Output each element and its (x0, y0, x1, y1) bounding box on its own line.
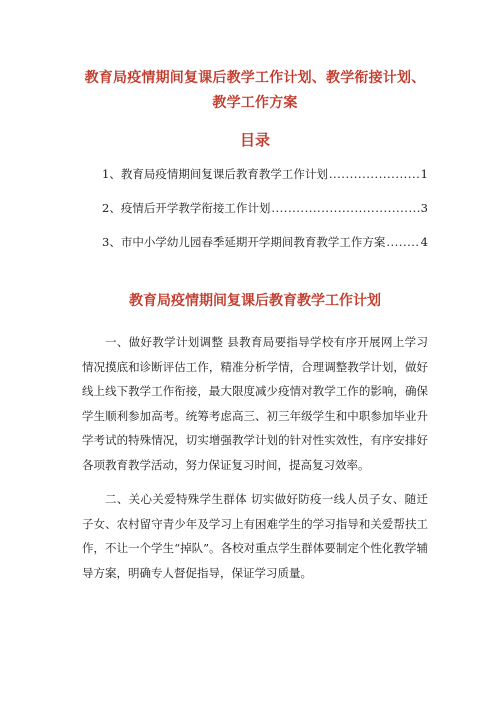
toc-item-page: 3 (420, 201, 428, 215)
body-paragraph-1: 一、做好教学计划调整 县教育局要指导学校有序开展网上学习情况摸底和诊断评估工作，精准分析学情，合理调整教学计划，做好线上线下教学工作衔接，最大限度减少疫情对教学工作的影响，确保学生顺利参加高考。统筹考虑高三、初三年级学生和中职参加毕业升学考试的特殊情况，切实增强教学计划的针对性实效性，有序安排好各项教育教学活动，努力保证复习时间，提高复习效率。 (82, 335, 428, 472)
toc-leader-dots (329, 166, 420, 182)
toc-item-text: 2、疫情后开学教学衔接工作计划 (102, 201, 271, 215)
toc-item-2[interactable] (102, 200, 428, 216)
toc-leader-dots (271, 200, 419, 216)
table-of-contents (82, 166, 428, 250)
section-title: 教育局疫情期间复课后教育教学工作计划 (129, 293, 381, 309)
toc-item-page: 1 (420, 167, 428, 181)
toc-item-1[interactable] (102, 166, 428, 182)
toc-item-text: 1、教育局疫情期间复课后教育教学工作计划 (102, 167, 328, 181)
toc-leader-dots (386, 234, 419, 250)
body-paragraph-2: 二、关心关爱特殊学生群体 切实做好防疫一线人员子女、随迁子女、农村留守青少年及学习上有困难学生的学习指导和关爱帮扶工作，不让一个学生“掉队”。各校对重点学生群体要制定个性化教学辅导方案，明确专人督促指导，保证学习质量。 (82, 492, 428, 580)
document-title: 教育局疫情期间复课后教学工作计划、教学衔接计划、教学工作方案 (84, 70, 426, 111)
toc-item-page: 4 (420, 235, 428, 249)
toc-item-3[interactable] (102, 234, 428, 250)
toc-heading: 目录 (239, 131, 270, 149)
toc-item-text: 3、市中小学幼儿园春季延期开学期间教育教学工作方案 (102, 235, 386, 249)
